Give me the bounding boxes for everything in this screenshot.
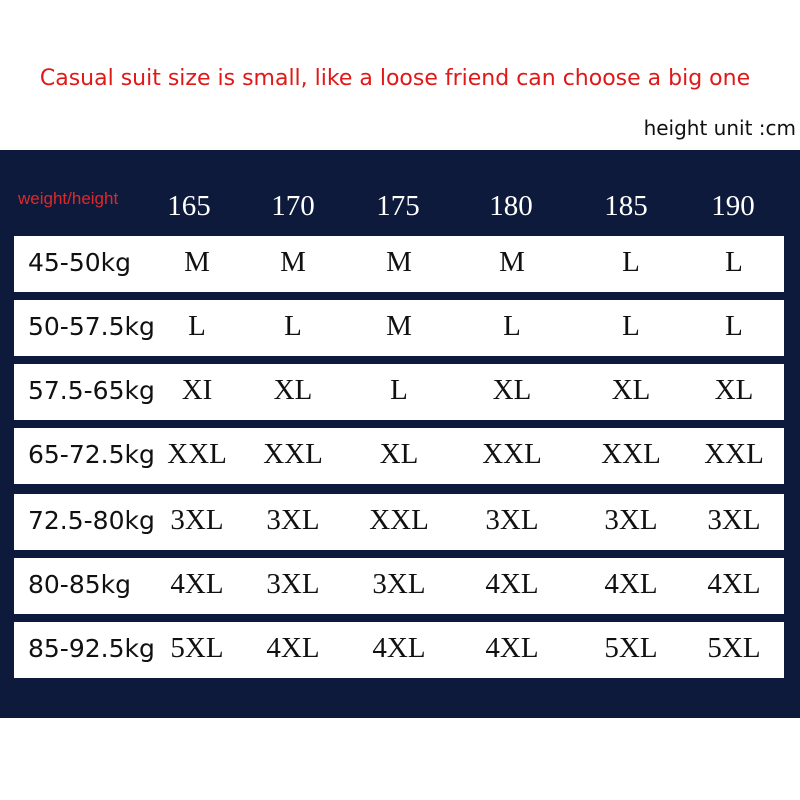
size-cell: XXL [263,438,323,470]
size-cell: 5XL [604,632,658,664]
size-cell: 3XL [266,568,320,600]
size-cell: XXL [704,438,764,470]
weight-label: 45-50kg [28,248,131,277]
size-cell: 4XL [372,632,426,664]
size-cell: 3XL [372,568,426,600]
height-unit-note: height unit :cm [643,116,796,140]
size-cell: M [280,246,306,278]
height-header-190: 190 [711,190,755,222]
size-cell: XXL [369,504,429,536]
table-row [14,558,784,614]
size-cell: XL [492,374,532,406]
size-cell: L [188,310,206,342]
size-cell: L [725,246,743,278]
table-row [14,236,784,292]
size-cell: XXL [601,438,661,470]
size-cell: L [725,310,743,342]
size-cell: L [390,374,408,406]
table-row [14,364,784,420]
size-cell: M [184,246,210,278]
size-cell: M [386,310,412,342]
size-cell: 5XL [170,632,224,664]
size-cell: M [386,246,412,278]
size-cell: 3XL [266,504,320,536]
size-cell: 4XL [266,632,320,664]
size-cell: 5XL [707,632,761,664]
size-cell: 4XL [485,632,539,664]
size-cell: 4XL [707,568,761,600]
weight-label: 72.5-80kg [28,506,155,535]
height-header-180: 180 [489,190,533,222]
table-row [14,622,784,678]
size-cell: XXL [167,438,227,470]
size-cell: 4XL [170,568,224,600]
weight-label: 80-85kg [28,570,131,599]
size-cell: 3XL [707,504,761,536]
table-row [14,494,784,550]
size-cell: 4XL [604,568,658,600]
size-cell: M [499,246,525,278]
weight-label: 85-92.5kg [28,634,155,663]
size-notice: Casual suit size is small, like a loose friend can choose a big one [39,66,751,91]
height-header-175: 175 [376,190,420,222]
size-cell: XL [379,438,419,470]
weight-label: 65-72.5kg [28,440,155,469]
height-header-165: 165 [167,190,211,222]
size-cell: XI [181,374,213,406]
size-cell: L [284,310,302,342]
size-cell: 3XL [170,504,224,536]
size-cell: XL [714,374,754,406]
weight-label: 50-57.5kg [28,312,155,341]
height-header-170: 170 [271,190,315,222]
size-cell: 3XL [485,504,539,536]
size-cell: XXL [482,438,542,470]
size-cell: XL [611,374,651,406]
corner-label: weight/height [18,189,119,208]
table-row [14,428,784,484]
size-cell: 4XL [485,568,539,600]
size-cell: 3XL [604,504,658,536]
weight-label: 57.5-65kg [28,376,155,405]
size-cell: L [622,310,640,342]
size-cell: XL [273,374,313,406]
size-cell: L [503,310,521,342]
size-cell: L [622,246,640,278]
height-header-185: 185 [604,190,648,222]
table-row [14,300,784,356]
